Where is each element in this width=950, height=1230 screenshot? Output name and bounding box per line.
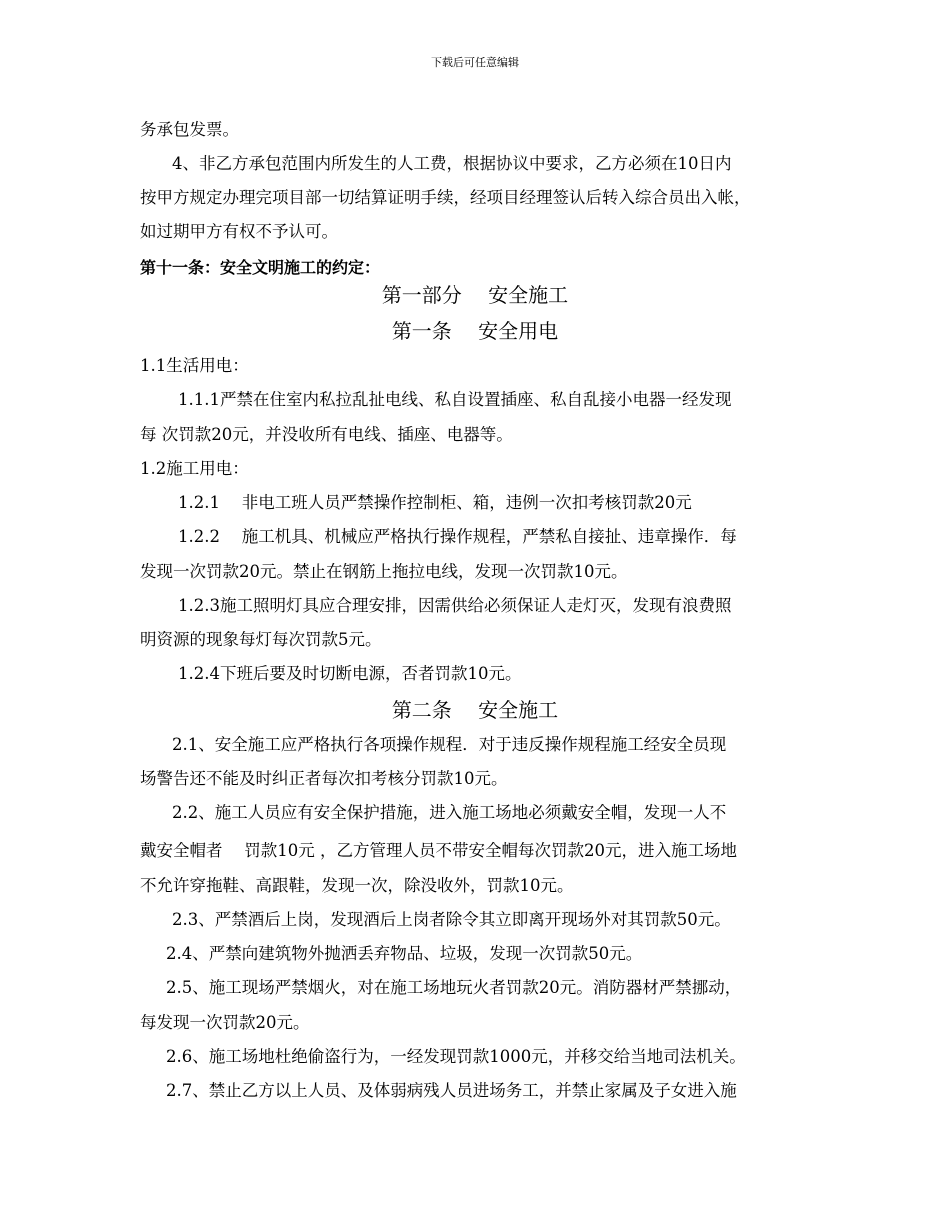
text-line: 2.5、施工现场严禁烟火，对在施工场地玩火者罚款20元。消防器材严禁挪动， [166, 978, 742, 997]
text-line: 发现一次罚款20元。禁止在钢筋上拖拉电线，发现一次罚款10元。 [140, 562, 628, 581]
text-line: 场警告还不能及时纠正者每次扣考核分罚款10元。 [140, 769, 508, 788]
page-header: 下载后可任意编辑 [431, 56, 519, 69]
text-line: 2.3、严禁酒后上岗，发现酒后上岗者除令其立即离开现场外对其罚款50元。 [172, 910, 731, 929]
text-line: 按甲方规定办理完项目部一切结算证明手续，经项目经理签认后转入综合员出入帐， [140, 188, 751, 207]
text-line: 1.2.4下班后要及时切断电源，否者罚款10元。 [178, 664, 522, 683]
text-line: 4、非乙方承包范围内所发生的人工费，根据协议中要求，乙方必须在10日内 [172, 154, 732, 173]
text-line: 2.6、施工场地杜绝偷盗行为，一经发现罚款1000元，并移交给当地司法机关。 [166, 1047, 746, 1066]
text-line: 1.1生活用电： [140, 356, 249, 375]
text-line: 每发现一次罚款20元。 [140, 1013, 310, 1032]
text-line: 1.2.1 非电工班人员严禁操作控制柜、箱，违例一次扣考核罚款20元 [178, 493, 692, 512]
text-line: 明资源的现象每灯每次罚款5元。 [140, 630, 382, 649]
text-line: 2.2、施工人员应有安全保护措施，进入施工场地必须戴安全帽，发现一人不 [172, 803, 727, 822]
text-line: 每 次罚款20元，并没收所有电线、插座、电器等。 [140, 425, 513, 444]
text-line: 1.2.2 施工机具、机械应严格执行操作规程，严禁私自接扯、违章操作．每 [178, 527, 737, 546]
text-line: 2.7、禁止乙方以上人员、及体弱病残人员进场务工，并禁止家属及子女进入施 [166, 1081, 737, 1100]
article-title: 第一条 安全用电 [391, 319, 559, 343]
part-title: 第一部分 安全施工 [381, 283, 569, 307]
text-line: 1.2施工用电： [140, 459, 249, 478]
text-line: 2.1、安全施工应严格执行各项操作规程．对于违反操作规程施工经安全员现 [172, 735, 727, 754]
article-title: 第二条 安全施工 [391, 698, 559, 722]
text-line: 2.4、严禁向建筑物外抛洒丢弃物品、垃圾，发现一次罚款50元。 [166, 944, 643, 963]
text-line: 如过期甲方有权不予认可。 [140, 222, 338, 241]
text-line: 1.2.3施工照明灯具应合理安排，因需供给必须保证人走灯灭，发现有浪费照 [178, 596, 732, 615]
text-line: 务承包发票。 [140, 120, 239, 139]
section-heading: 第十一条：安全文明施工的约定： [140, 258, 381, 277]
text-line: 不允许穿拖鞋、高跟鞋，发现一次，除没收外，罚款10元。 [140, 876, 574, 895]
text-line: 1.1.1严禁在住室内私拉乱扯电线、私自设置插座、私自乱接小电器一经发现 [178, 390, 732, 409]
text-line: 戴安全帽者 罚款10元 ，乙方管理人员不带安全帽每次罚款20元，进入施工场地 [140, 841, 737, 860]
